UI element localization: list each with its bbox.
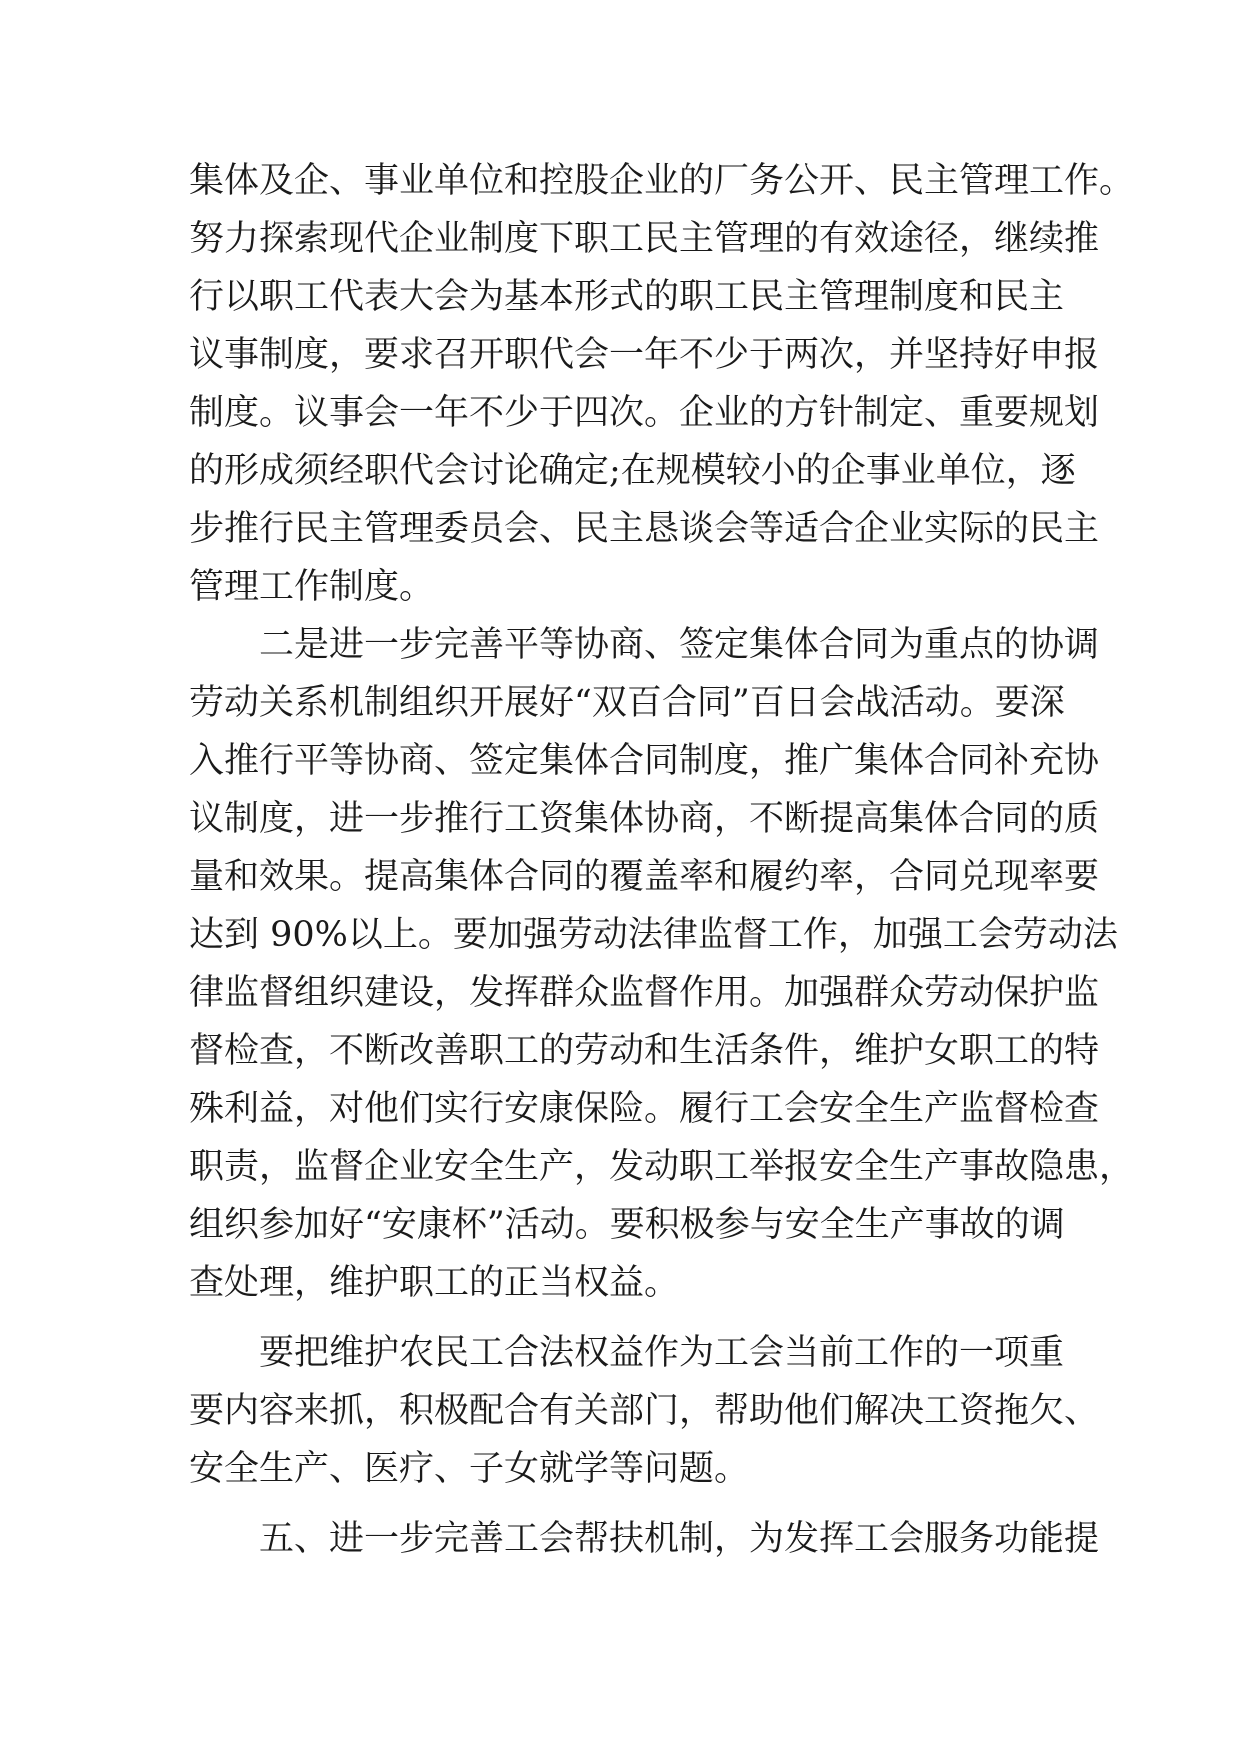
text-line: 入推行平等协商、签定集体合同制度，推广集体合同补充协 — [189, 741, 1100, 781]
text-line: 殊利益，对他们实行安康保险。履行工会安全生产监督检查 — [189, 1089, 1100, 1129]
text-line: 组织参加好“安康杯”活动。要积极参与安全生产事故的调 — [189, 1205, 1065, 1245]
text-line: 行以职工代表大会为基本形式的职工民主管理制度和民主 — [189, 277, 1065, 317]
text-line: 查处理，维护职工的正当权益。 — [189, 1263, 680, 1303]
text-line: 达到 90%以上。要加强劳动法律监督工作，加强工会劳动法 — [189, 915, 1118, 955]
text-line: 集体及企、事业单位和控股企业的厂务公开、民主管理工作。 — [189, 161, 1135, 201]
text-line: 议事制度，要求召开职代会一年不少于两次，并坚持好申报 — [189, 335, 1100, 375]
text-line: 步推行民主管理委员会、民主恳谈会等适合企业实际的民主 — [189, 509, 1100, 549]
text-line: 量和效果。提高集体合同的覆盖率和履约率，合同兑现率要 — [189, 857, 1100, 897]
text-line: 管理工作制度。 — [189, 567, 435, 607]
text-line: 制度。议事会一年不少于四次。企业的方针制定、重要规划 — [189, 393, 1100, 433]
text-line: 的形成须经职代会讨论确定;在规模较小的企事业单位，逐 — [189, 451, 1076, 491]
text-line: 议制度，进一步推行工资集体协商，不断提高集体合同的质 — [189, 799, 1100, 839]
paragraph-start-line: 二是进一步完善平等协商、签定集体合同为重点的协调 — [259, 625, 1100, 665]
text-line: 安全生产、医疗、子女就学等问题。 — [189, 1449, 750, 1489]
text-line: 要内容来抓，积极配合有关部门，帮助他们解决工资拖欠、 — [189, 1391, 1100, 1431]
text-line: 努力探索现代企业制度下职工民主管理的有效途径，继续推 — [189, 219, 1100, 259]
text-line: 督检查，不断改善职工的劳动和生活条件，维护女职工的特 — [189, 1031, 1100, 1071]
paragraph-start-line: 五、进一步完善工会帮扶机制，为发挥工会服务功能提 — [259, 1519, 1100, 1559]
text-line: 律监督组织建设，发挥群众监督作用。加强群众劳动保护监 — [189, 973, 1100, 1013]
paragraph-start-line: 要把维护农民工合法权益作为工会当前工作的一项重 — [259, 1333, 1065, 1373]
text-line: 职责，监督企业安全生产，发动职工举报安全生产事故隐患， — [189, 1147, 1135, 1187]
text-line: 劳动关系机制组织开展好“双百合同”百日会战活动。要深 — [189, 683, 1065, 723]
